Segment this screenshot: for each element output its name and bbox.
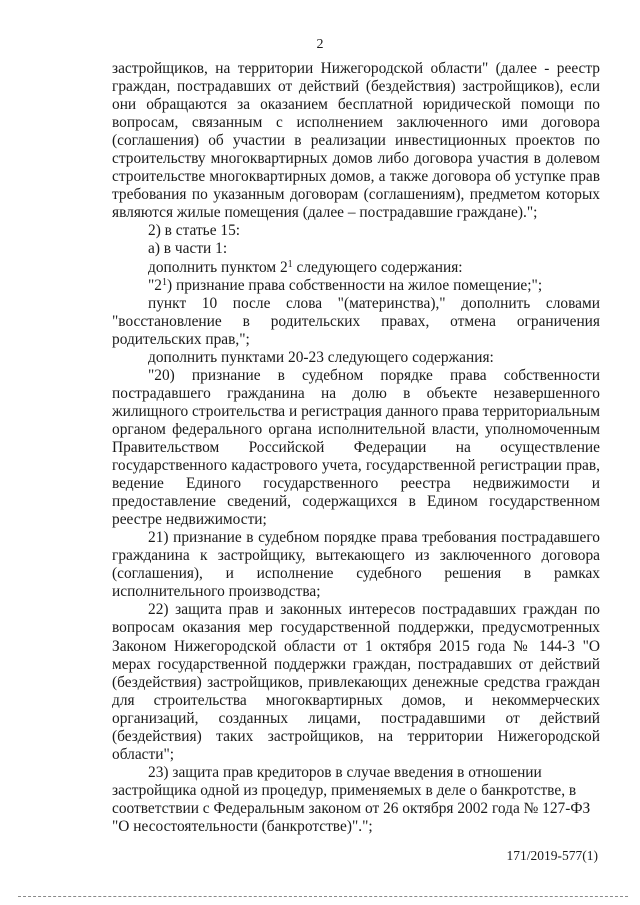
paragraph-continuation: застройщиков, на территории Нижегородской области" (далее - реестр граждан, пострадавших от действий (бездействия) застройщиков), если они обращаются за оказанием бесплатной юридической помощи по вопросам, связанным с исполнением заключенного ими договора (соглашения) об участии в реализации инвестиционных проектов по строительству многоквартирных домов либо договора участия в долевом строительстве многоквартирных домов, а также договора об уступке прав требования по указанным договорам (соглашениям), предметом которых являются жилые помещения (далее – пострадавшие граждане).";	[112, 60, 600, 222]
paragraph-add-point-2-1	[112, 259, 600, 277]
paragraph-point-22: 22) защита прав и законных интересов пострадавших граждан по вопросам оказания мер государственной поддержки, предусмотренных Законом Нижегородской области от 1 октября 2015 года № 144-З "О мерах государственной поддержки граждан, пострадавших от действий (бездействия) застройщиков, привлекающих денежные средства граждан для строительства многоквартирных домов, и некоммерческих организаций, созданных лицами, пострадавшими от действий (бездействия) таких застройщиков, на территории Нижегородской области";	[112, 601, 600, 763]
superscript: 1	[287, 258, 293, 270]
paragraph-point-23: 23) защита прав кредиторов в случае введения в отношении застройщика одной из процедур, применяемых в деле о банкротстве, в соответствии с Федеральным законом от 26 октября 2002 года № 127-ФЗ "О несостоятельности (банкротстве)".";	[112, 763, 591, 835]
superscript: 1	[161, 276, 167, 288]
paragraph-point-20: "20) признание в судебном порядке права собственности пострадавшего гражданина на долю в объекте незавершенного жилищного строительства и регистрация данного права территориальным органом федерального органа исполнительной власти, уполномоченным Правительством Российской Федерации на осуществление государственного кадастрового учета, государственной регистрации прав, ведение Единого государственного реестра недвижимости и предоставление сведений, содержащихся в Едином государственном реестре недвижимости;	[112, 366, 600, 529]
paragraph-point-21: 21) признание в судебном порядке права требования пострадавшего гражданина к застройщику, вытекающего из заключенного договора (соглашения), и исполнение судебного решения в рамках исполнительного производства;	[112, 529, 600, 601]
text-before: "2	[148, 276, 162, 294]
page-bottom-rule	[18, 896, 628, 897]
text-before: дополнить пунктом 2	[148, 258, 288, 276]
paragraph-add-points-20-23: дополнить пунктами 20-23 следующего содержания:	[148, 348, 494, 366]
document-body	[112, 60, 600, 836]
paragraph-part-1: а) в части 1:	[148, 240, 228, 258]
page-number: 2	[316, 37, 324, 52]
paragraph-point-2-1	[112, 277, 600, 295]
text-after: следующего содержания:	[292, 258, 463, 276]
paragraph-article-15: 2) в статье 15:	[148, 222, 241, 240]
document-code: 171/2019-577(1)	[506, 848, 598, 863]
text-after: ) признание права собственности на жилое помещение;";	[166, 276, 543, 294]
paragraph-point-10: пункт 10 после слова "(материнства)," дополнить словами "восстановление в родительских правах, отмена ограничения родительских прав,";	[112, 294, 600, 348]
